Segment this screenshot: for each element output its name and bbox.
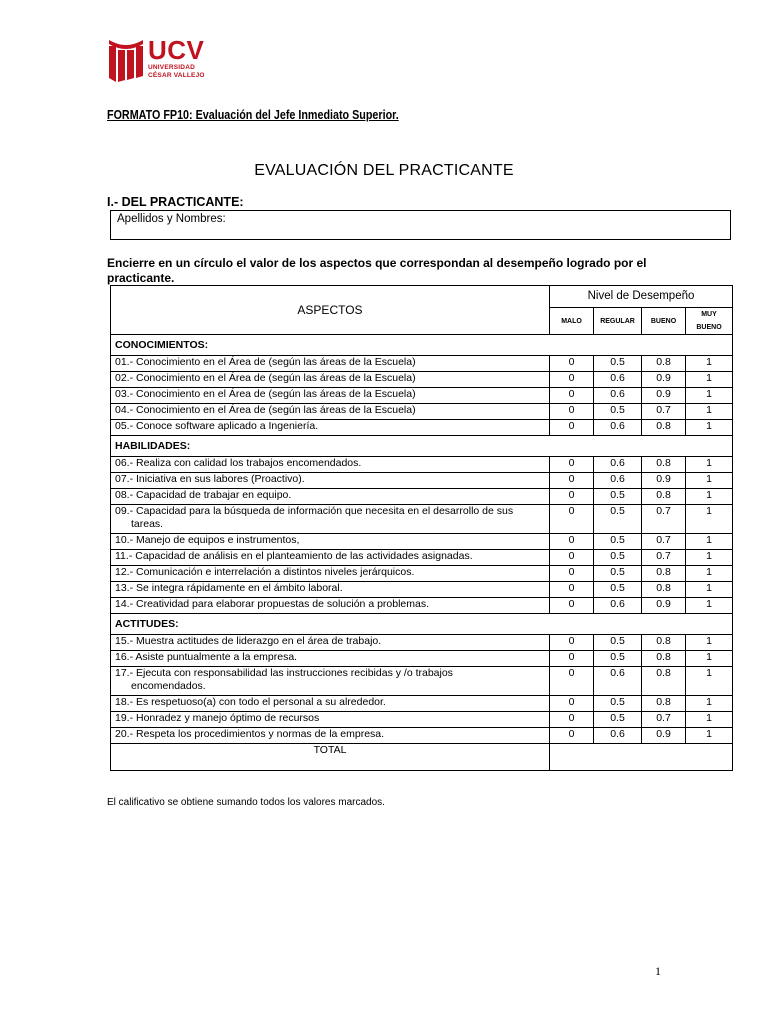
score-option[interactable]: 0.5	[594, 712, 642, 728]
table-row	[111, 404, 733, 420]
aspect-label	[111, 651, 550, 667]
table-row	[111, 372, 733, 388]
aspect-text: 09.- Capacidad para la búsqueda de información que necesita en el desarrollo de sus	[115, 505, 514, 517]
aspect-label	[111, 372, 550, 388]
level-header: REGULAR	[594, 308, 642, 335]
level-header: BUENO	[642, 308, 686, 335]
score-option[interactable]: 0	[550, 489, 594, 505]
total-value-field[interactable]	[550, 744, 733, 771]
score-option[interactable]: 1	[686, 505, 733, 534]
aspect-text: 11.- Capacidad de análisis en el planteamiento de las actividades asignadas.	[115, 550, 473, 562]
score-option[interactable]: 1	[686, 356, 733, 372]
aspect-label	[111, 566, 550, 582]
score-option[interactable]: 0.6	[594, 457, 642, 473]
score-option[interactable]: 0.6	[594, 372, 642, 388]
aspect-text: 05.- Conoce software aplicado a Ingeniería.	[115, 420, 319, 432]
aspect-text: 20.- Respeta los procedimientos y normas de la empresa.	[115, 728, 385, 740]
format-title: FORMATO FP10: Evaluación del Jefe Inmediato Superior.	[107, 108, 399, 122]
table-row	[111, 534, 733, 550]
table-row	[111, 550, 733, 566]
aspect-text: 06.- Realiza con calidad los trabajos encomendados.	[115, 457, 362, 469]
aspect-label	[111, 728, 550, 744]
score-option[interactable]: 0	[550, 598, 594, 614]
score-option[interactable]: 0.6	[594, 728, 642, 744]
score-option[interactable]: 0	[550, 582, 594, 598]
aspect-label	[111, 473, 550, 489]
aspect-label	[111, 667, 550, 696]
logo-name: UCV	[148, 35, 205, 65]
score-option[interactable]: 0.8	[642, 582, 686, 598]
score-option[interactable]: 0.7	[642, 534, 686, 550]
score-option[interactable]: 0	[550, 420, 594, 436]
score-option[interactable]: 1	[686, 534, 733, 550]
score-option[interactable]: 1	[686, 404, 733, 420]
table-row	[111, 489, 733, 505]
aspect-label	[111, 420, 550, 436]
aspect-text: 03.- Conocimiento en el Área de (según las áreas de la Escuela)	[115, 388, 416, 400]
score-option[interactable]: 0.8	[642, 356, 686, 372]
level-header: MALO	[550, 308, 594, 335]
score-option[interactable]: 0.7	[642, 505, 686, 534]
score-option[interactable]: 1	[686, 712, 733, 728]
table-row	[111, 712, 733, 728]
category-title: ACTITUDES:	[115, 617, 179, 630]
aspect-label	[111, 598, 550, 614]
score-option[interactable]: 1	[686, 388, 733, 404]
score-option[interactable]: 0	[550, 651, 594, 667]
score-option[interactable]: 1	[686, 420, 733, 436]
aspect-text: 12.- Comunicación e interrelación a distintos niveles jerárquicos.	[115, 566, 415, 578]
table-row	[111, 356, 733, 372]
score-option[interactable]: 0.7	[642, 404, 686, 420]
score-option[interactable]: 0	[550, 550, 594, 566]
score-option[interactable]: 0.9	[642, 388, 686, 404]
score-option[interactable]: 0.5	[594, 356, 642, 372]
aspect-label	[111, 356, 550, 372]
score-option[interactable]: 0	[550, 667, 594, 696]
table-row	[111, 505, 733, 534]
table-row	[111, 667, 733, 696]
score-option[interactable]: 0	[550, 473, 594, 489]
score-option[interactable]: 0.5	[594, 550, 642, 566]
aspect-text: 14.- Creatividad para elaborar propuestas de solución a problemas.	[115, 598, 430, 610]
score-option[interactable]: 0	[550, 712, 594, 728]
score-option[interactable]: 1	[686, 566, 733, 582]
table-row	[111, 473, 733, 489]
score-option[interactable]: 0.7	[642, 712, 686, 728]
score-option[interactable]: 0	[550, 696, 594, 712]
score-option[interactable]: 0.5	[594, 696, 642, 712]
category-title: HABILIDADES:	[115, 439, 191, 452]
score-option[interactable]: 0.8	[642, 420, 686, 436]
category-row	[111, 436, 733, 457]
logo-line-1: UNIVERSIDAD	[148, 64, 195, 71]
page-title: EVALUACIÓN DEL PRACTICANTE	[254, 162, 514, 179]
aspect-label	[111, 635, 550, 651]
aspect-text-continued: encomendados.	[131, 680, 206, 692]
score-option[interactable]: 0	[550, 356, 594, 372]
table-row	[111, 598, 733, 614]
nivel-header: Nivel de Desempeño	[550, 286, 733, 308]
aspect-text: 18.- Es respetuoso(a) con todo el personal a su alrededor.	[115, 696, 386, 708]
aspectos-header: ASPECTOS	[111, 286, 550, 335]
aspect-text: 10.- Manejo de equipos e instrumentos,	[115, 534, 300, 546]
score-option[interactable]: 0.8	[642, 489, 686, 505]
aspect-label	[111, 534, 550, 550]
score-option[interactable]: 0.5	[594, 582, 642, 598]
aspect-text: 01.- Conocimiento en el Área de (según las áreas de la Escuela)	[115, 356, 416, 368]
score-option[interactable]: 0.6	[594, 667, 642, 696]
table-row	[111, 457, 733, 473]
category-row	[111, 335, 733, 356]
score-option[interactable]: 0.6	[594, 388, 642, 404]
score-option[interactable]: 0.9	[642, 728, 686, 744]
score-option[interactable]: 1	[686, 582, 733, 598]
score-option[interactable]: 1	[686, 728, 733, 744]
aspect-label	[111, 696, 550, 712]
score-option[interactable]: 0.5	[594, 505, 642, 534]
score-option[interactable]: 0	[550, 534, 594, 550]
aspect-text: 02.- Conocimiento en el Área de (según las áreas de la Escuela)	[115, 372, 416, 384]
aspect-label	[111, 489, 550, 505]
score-option[interactable]: 0.8	[642, 651, 686, 667]
score-option[interactable]: 0	[550, 388, 594, 404]
score-option[interactable]: 1	[686, 696, 733, 712]
aspect-label	[111, 582, 550, 598]
score-option[interactable]: 0.9	[642, 473, 686, 489]
score-option[interactable]: 1	[686, 550, 733, 566]
aspect-text: 16.- Asiste puntualmente a la empresa.	[115, 651, 298, 663]
category-row	[111, 614, 733, 635]
table-row	[111, 388, 733, 404]
score-option[interactable]: 0.8	[642, 457, 686, 473]
aspect-text-continued: tareas.	[131, 518, 164, 530]
score-option[interactable]: 0	[550, 372, 594, 388]
score-option[interactable]: 1	[686, 473, 733, 489]
aspect-text: 19.- Honradez y manejo óptimo de recursos	[115, 712, 320, 724]
score-option[interactable]: 0	[550, 566, 594, 582]
aspect-label	[111, 457, 550, 473]
score-option[interactable]: 0.6	[594, 473, 642, 489]
table-row	[111, 651, 733, 667]
score-option[interactable]: 0.5	[594, 651, 642, 667]
aspect-label	[111, 388, 550, 404]
score-option[interactable]: 1	[686, 651, 733, 667]
table-row	[111, 635, 733, 651]
score-option[interactable]: 0.6	[594, 420, 642, 436]
aspect-label	[111, 404, 550, 420]
aspect-text: 13.- Se integra rápidamente en el ámbito laboral.	[115, 582, 343, 594]
score-option[interactable]: 1	[686, 667, 733, 696]
score-option[interactable]: 0.9	[642, 598, 686, 614]
score-option[interactable]: 0	[550, 457, 594, 473]
section-title: I.- DEL PRACTICANTE:	[107, 195, 244, 209]
logo-line-2: CÉSAR VALLEJO	[148, 72, 205, 79]
score-option[interactable]: 0	[550, 635, 594, 651]
total-label: TOTAL	[111, 744, 550, 771]
aspect-label	[111, 712, 550, 728]
score-option[interactable]: 0.5	[594, 404, 642, 420]
table-row	[111, 582, 733, 598]
ucv-logo-text	[148, 36, 205, 80]
aspect-text: 17.- Ejecuta con responsabilidad las instrucciones recibidas y /o trabajos	[115, 667, 453, 679]
score-option[interactable]: 0.8	[642, 696, 686, 712]
table-row	[111, 728, 733, 744]
aspect-label	[111, 550, 550, 566]
score-option[interactable]: 0	[550, 505, 594, 534]
score-option[interactable]: 0.9	[642, 372, 686, 388]
name-field-label: Apellidos y Nombres:	[117, 213, 226, 225]
score-option[interactable]: 0.5	[594, 534, 642, 550]
ucv-logo-emblem	[107, 38, 147, 84]
category-title: CONOCIMIENTOS:	[115, 338, 209, 351]
evaluation-table	[110, 285, 733, 771]
score-option[interactable]: 1	[686, 598, 733, 614]
aspect-text: 04.- Conocimiento en el Área de (según las áreas de la Escuela)	[115, 404, 416, 416]
page-number: 1	[655, 964, 661, 978]
table-row	[111, 696, 733, 712]
name-field[interactable]	[110, 210, 731, 240]
score-option[interactable]: 0.8	[642, 566, 686, 582]
aspect-text: 08.- Capacidad de trabajar en equipo.	[115, 489, 292, 501]
level-header: MUY BUENO	[686, 308, 733, 335]
footnote: El calificativo se obtiene sumando todos los valores marcados.	[107, 797, 385, 808]
instruction-text: Encierre en un círculo el valor de los aspectos que correspondan al desempeño logrado por el practicante.	[107, 256, 647, 285]
score-option[interactable]: 0.8	[642, 635, 686, 651]
score-option[interactable]: 0.8	[642, 667, 686, 696]
score-option[interactable]: 1	[686, 635, 733, 651]
aspect-label	[111, 505, 550, 534]
aspect-text: 15.- Muestra actitudes de liderazgo en el área de trabajo.	[115, 635, 382, 647]
aspect-text: 07.- Iniciativa en sus labores (Proactivo).	[115, 473, 305, 485]
score-option[interactable]: 1	[686, 372, 733, 388]
score-option[interactable]: 0.5	[594, 566, 642, 582]
score-option[interactable]: 1	[686, 457, 733, 473]
score-option[interactable]: 0.6	[594, 598, 642, 614]
score-option[interactable]: 0.5	[594, 635, 642, 651]
score-option[interactable]: 0.5	[594, 489, 642, 505]
table-row	[111, 420, 733, 436]
table-row	[111, 566, 733, 582]
score-option[interactable]: 0	[550, 728, 594, 744]
score-option[interactable]: 0.7	[642, 550, 686, 566]
score-option[interactable]: 0	[550, 404, 594, 420]
score-option[interactable]: 1	[686, 489, 733, 505]
